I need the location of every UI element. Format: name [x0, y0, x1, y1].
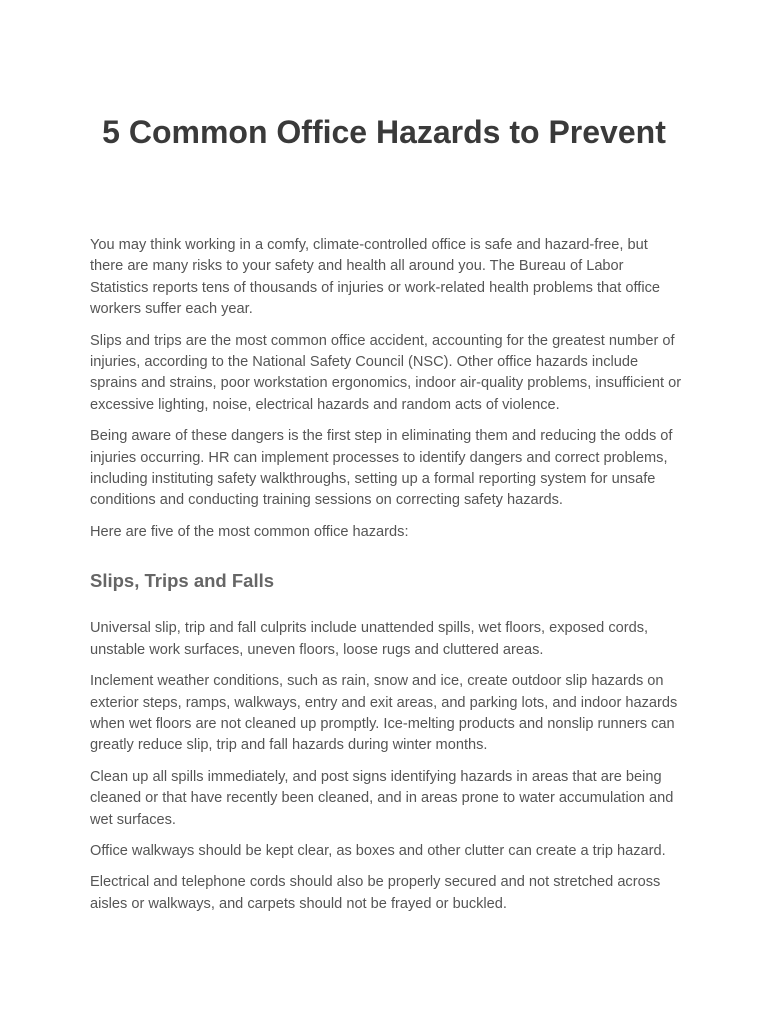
section-paragraph: Office walkways should be kept clear, as boxes and other clutter can create a trip hazard. [90, 842, 666, 859]
intro-paragraph: Being aware of these dangers is the first step in eliminating them and reducing the odds of injuries occurring. HR can implement processes to identify dangers and correct problems, including instituting safety walkthroughs, setting up a formal reporting system for unsafe conditions and conducting training sessions on correcting safety hazards. [90, 428, 673, 509]
intro-paragraph: Here are five of the most common office hazards: [90, 523, 409, 540]
section-paragraph: Electrical and telephone cords should also be properly secured and not stretched across aisles or walkways, and carpets should not be frayed or buckled. [90, 874, 661, 912]
section-paragraph: Inclement weather conditions, such as rain, snow and ice, create outdoor slip hazards on exterior steps, ramps, walkways, entry and exit areas, and parking lots, and indoor hazards when wet floors are not cleaned up promptly. Ice-melting products and nonslip runners can greatly reduce slip, trip and fall hazards during winter months. [90, 673, 678, 754]
section-paragraph: Universal slip, trip and fall culprits include unattended spills, wet floors, exposed cords, unstable work surfaces, uneven floors, loose rugs and cluttered areas. [90, 620, 649, 658]
document-title: 5 Common Office Hazards to Prevent [102, 114, 666, 150]
intro-paragraph: You may think working in a comfy, climate-controlled office is safe and hazard-free, but there are many risks to your safety and health all around you. The Bureau of Labor Statistics reports tens of thousands of injuries or work-related health problems that office workers suffer each year. [90, 237, 660, 318]
section-heading: Slips, Trips and Falls [90, 570, 275, 592]
section-paragraph: Clean up all spills immediately, and post signs identifying hazards in areas that are being cleaned or that have recently been cleaned, and in areas prone to water accumulation and wet surfaces. [90, 768, 674, 828]
intro-paragraph: Slips and trips are the most common office accident, accounting for the greatest number of injuries, according to the National Safety Council (NSC). Other office hazards include sprains and strains, poor workstation ergonomics, indoor air-quality problems, insufficient or excessive lighting, noise, electrical hazards and random acts of violence. [90, 332, 682, 413]
document-body [90, 235, 682, 925]
